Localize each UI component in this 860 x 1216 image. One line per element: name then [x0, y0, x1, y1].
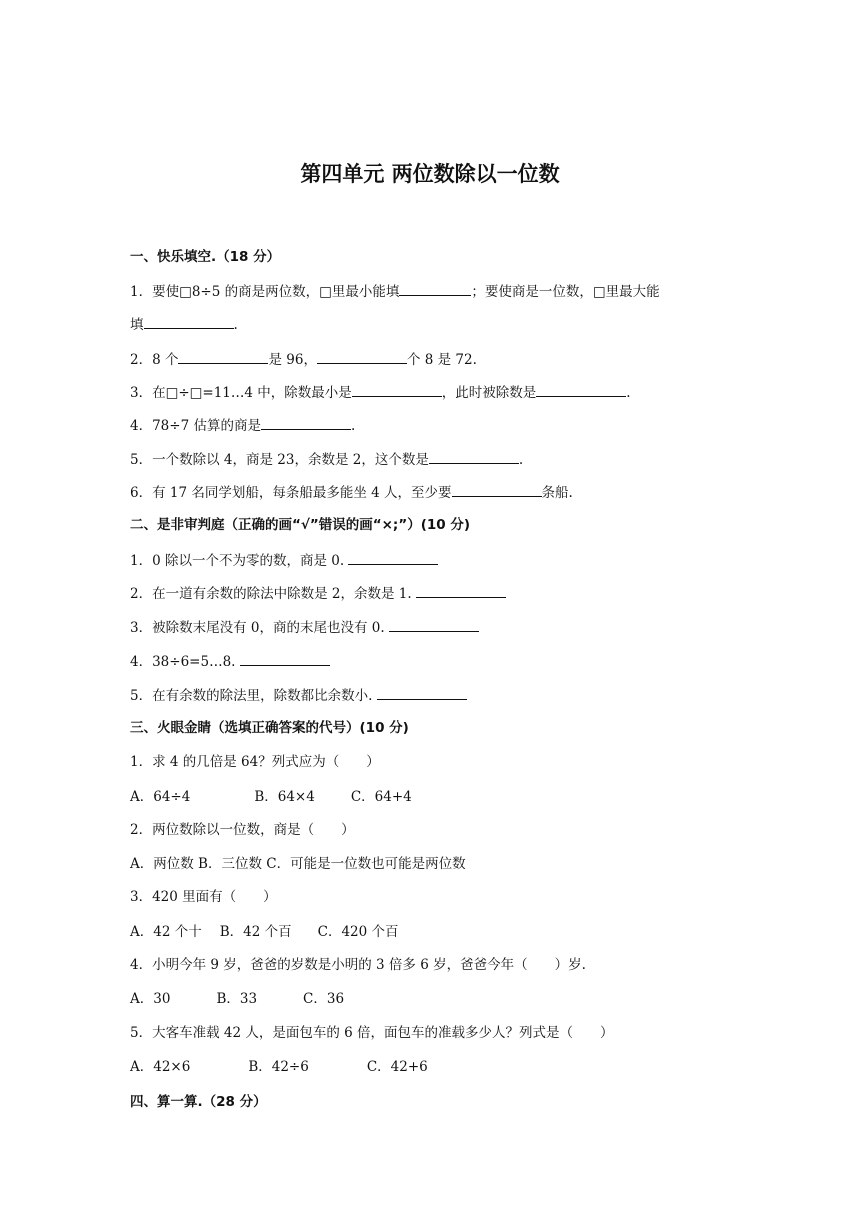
q-text: . [233, 317, 238, 333]
option-b[interactable]: B．42÷6 [248, 1059, 309, 1075]
option-c[interactable]: C．36 [303, 991, 345, 1007]
option-a[interactable]: A．42×6 [130, 1059, 191, 1075]
option-b[interactable]: B．33 [216, 991, 258, 1007]
q-text: 6．有 17 名同学划船，每条船最多能坐 4 人，至少要 [130, 485, 452, 501]
question-3-4-options [130, 990, 344, 1008]
question-3-5-options [130, 1058, 428, 1076]
q-text: 个 8 是 72. [406, 352, 477, 368]
option-a[interactable]: A．64÷4 [130, 789, 191, 805]
answer-blank[interactable] [317, 350, 407, 364]
question-3-4: 4．小明今年 9 岁，爸爸的岁数是小明的 3 倍多 6 岁，爸爸今年（ ）岁. [130, 957, 586, 973]
question-3-3: 3．420 里面有（ ） [130, 889, 277, 905]
answer-blank[interactable] [377, 686, 467, 700]
answer-blank[interactable] [399, 282, 471, 296]
question-1-1-cont [130, 315, 238, 334]
question-1-6 [130, 483, 573, 502]
answer-blank[interactable] [144, 315, 234, 329]
question-1-3 [130, 383, 631, 402]
answer-blank[interactable] [452, 483, 542, 497]
q-text: . [350, 418, 356, 434]
q-text: . [626, 385, 631, 401]
question-3-3-options [130, 923, 399, 941]
option-b[interactable]: B．64×4 [254, 789, 315, 805]
q-text: 是 96， [268, 352, 317, 368]
q-text: 1．0 除以一个不为零的数，商是 0. [130, 553, 345, 569]
option-a[interactable]: A．30 [130, 991, 171, 1007]
question-3-5: 5．大客车准载 42 人，是面包车的 6 倍，面包车的准载多少人？列式是（ ） [130, 1025, 614, 1041]
answer-blank[interactable] [348, 551, 438, 565]
question-3-1-options [130, 788, 412, 806]
question-2-1 [130, 551, 438, 570]
q-text: 4．78÷7 估算的商是 [130, 418, 261, 434]
question-1-1 [130, 282, 660, 301]
answer-blank[interactable] [389, 618, 479, 632]
option-b[interactable]: B．42 个百 [219, 924, 292, 940]
answer-blank[interactable] [536, 383, 626, 397]
section-4-heading: 四、算一算.（28 分） [130, 1094, 267, 1110]
option-a[interactable]: A．42 个十 [130, 924, 202, 940]
question-1-4 [130, 416, 355, 435]
option-c[interactable]: C．420 个百 [317, 924, 399, 940]
q-text: ；要使商是一位数，□里最大能 [471, 284, 660, 300]
q-text: 5．在有余数的除法里，除数都比余数小. [130, 688, 373, 704]
section-2-heading: 二、是非审判庭（正确的画“√”错误的画“×;”）(10 分) [130, 517, 471, 533]
answer-blank[interactable] [429, 450, 519, 464]
option-c[interactable]: C．42+6 [366, 1059, 428, 1075]
q-text: 5．一个数除以 4，商是 23，余数是 2，这个数是 [130, 452, 429, 468]
question-2-3 [130, 618, 479, 637]
answer-blank[interactable] [178, 350, 268, 364]
q-text: 1．要使□8÷5 的商是两位数，□里最小能填 [130, 284, 400, 300]
section-3-heading: 三、火眼金睛（选填正确答案的代号）(10 分) [130, 720, 409, 736]
question-2-2 [130, 584, 506, 603]
question-1-2 [130, 350, 477, 369]
q-text: . [518, 452, 524, 468]
q-text: 3．被除数末尾没有 0，商的末尾也没有 0. [130, 620, 385, 636]
question-2-5 [130, 686, 467, 705]
answer-blank[interactable] [352, 383, 442, 397]
question-3-2-options: A．两位数 B．三位数 C．可能是一位数也可能是两位数 [130, 856, 466, 872]
answer-blank[interactable] [416, 584, 506, 598]
question-3-1: 1．求 4 的几倍是 64？列式应为（ ） [130, 754, 380, 770]
q-text: 2．在一道有余数的除法中除数是 2，余数是 1. [130, 586, 412, 602]
q-text: 4．38÷6=5…8. [130, 654, 236, 670]
option-c[interactable]: C．64+4 [350, 789, 412, 805]
q-text: ，此时被除数是 [441, 385, 537, 401]
question-1-5 [130, 450, 523, 469]
q-text: 条船. [541, 485, 573, 501]
section-1-heading: 一、快乐填空.（18 分） [130, 249, 281, 265]
q-text: 2．8 个 [130, 352, 179, 368]
page-title: 第四单元 两位数除以一位数 [300, 162, 560, 186]
question-3-2: 2．两位数除以一位数，商是（ ） [130, 822, 355, 838]
question-2-4 [130, 652, 330, 671]
q-text: 3．在□÷□=11…4 中，除数最小是 [130, 385, 352, 401]
answer-blank[interactable] [261, 416, 351, 430]
q-text: 填 [130, 317, 144, 333]
answer-blank[interactable] [240, 652, 330, 666]
